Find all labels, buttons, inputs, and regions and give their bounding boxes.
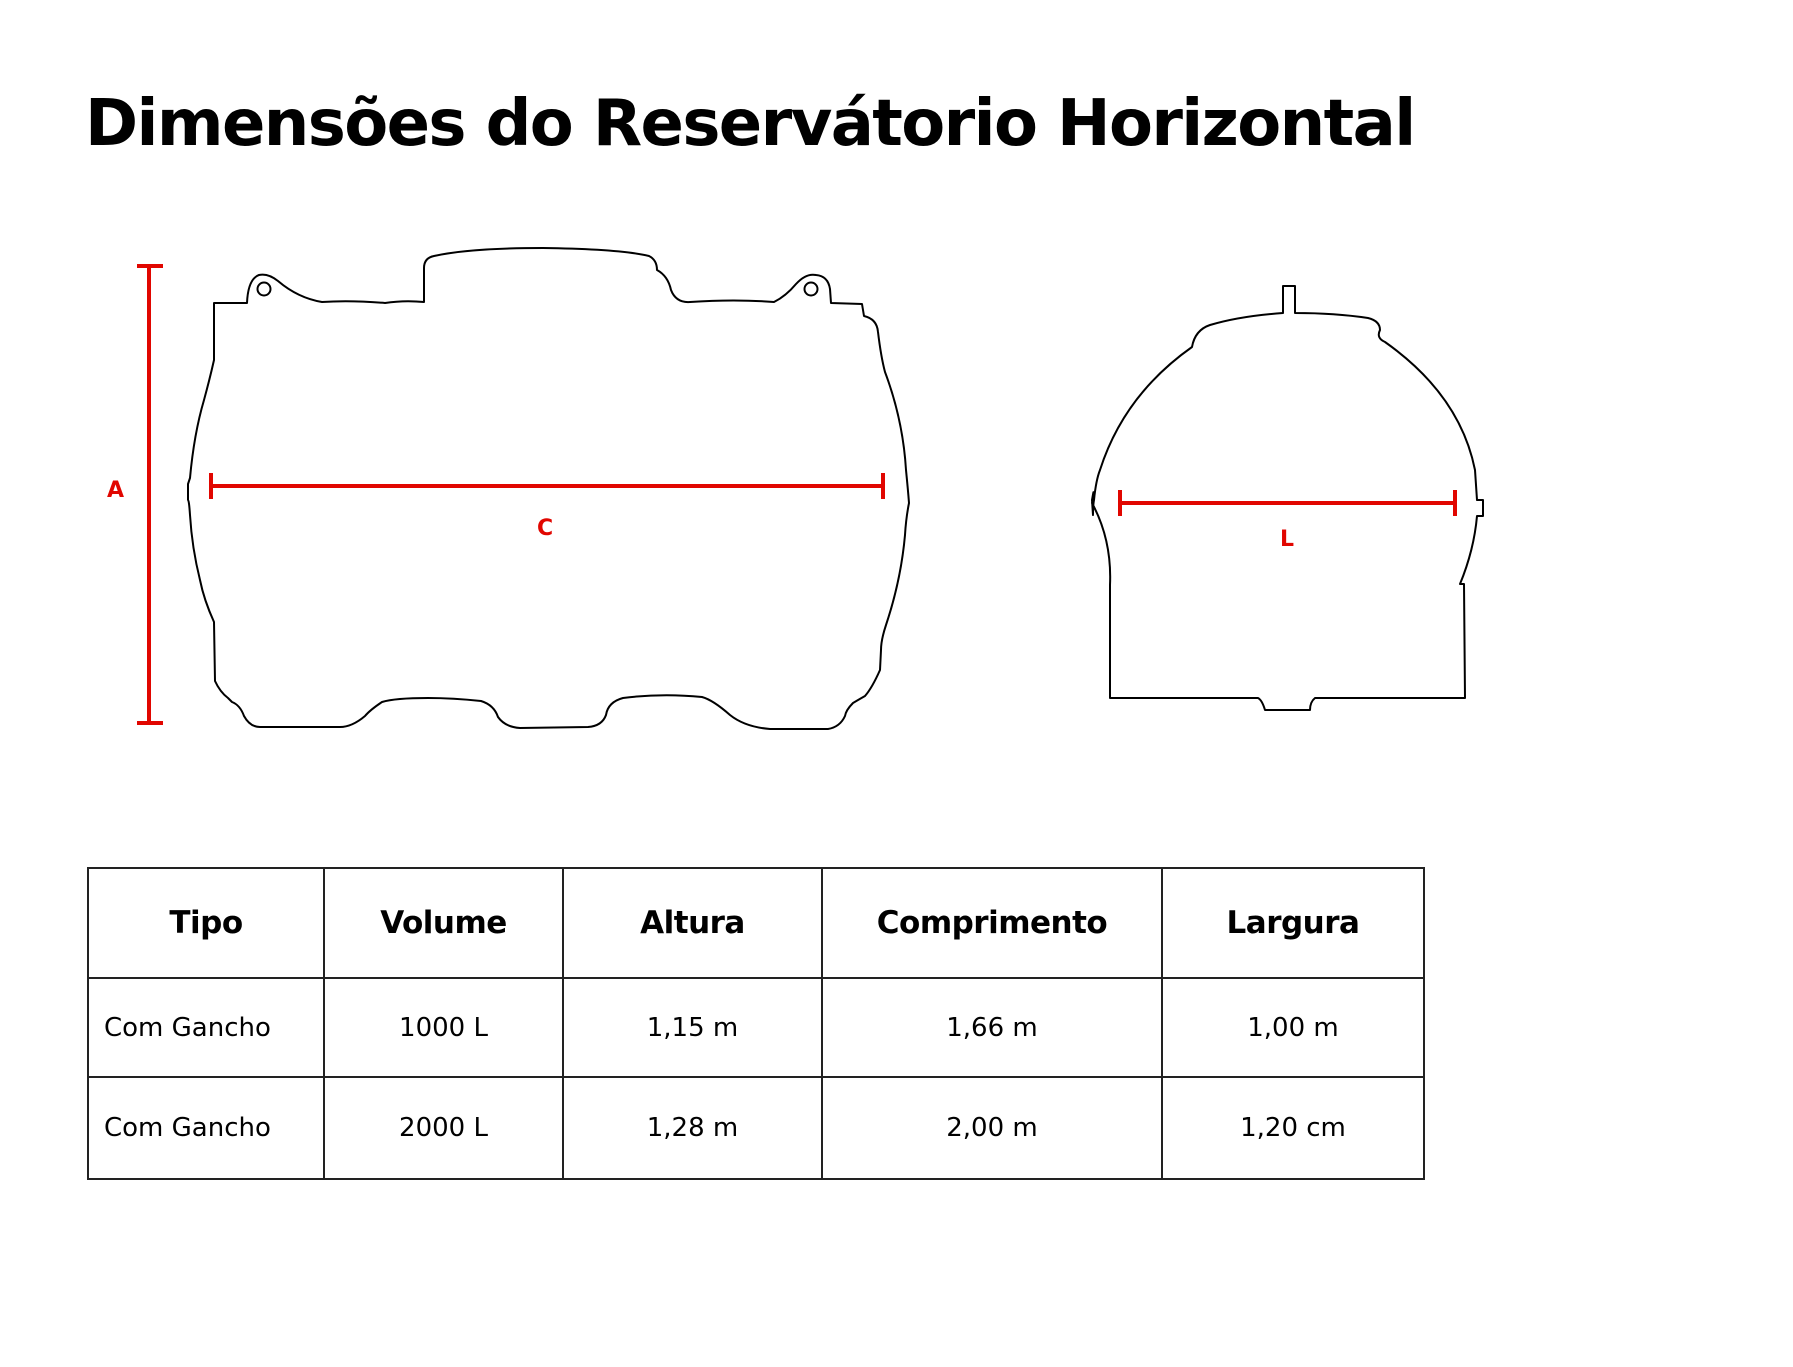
- cell-tipo: Com Gancho: [88, 1077, 324, 1179]
- width-label: L: [1280, 527, 1295, 552]
- header-comprimento: Comprimento: [822, 868, 1162, 978]
- table-row: [88, 978, 1424, 1077]
- page-title: Dimensões do Reservátorio Horizontal: [85, 87, 1415, 161]
- tank-front-outline: [1092, 286, 1483, 710]
- cell-altura: 1,28 m: [563, 1077, 822, 1179]
- cell-comprimento: 2,00 m: [822, 1077, 1162, 1179]
- height-label: A: [107, 478, 125, 503]
- cell-largura: 1,00 m: [1162, 978, 1424, 1077]
- dimensions-table: [87, 867, 1425, 1180]
- tank-side-view: [188, 248, 909, 729]
- cell-volume: 1000 L: [324, 978, 563, 1077]
- header-altura: Altura: [563, 868, 822, 978]
- tank-front-view: [1092, 286, 1483, 710]
- hook-hole-left: [258, 283, 271, 296]
- header-volume: Volume: [324, 868, 563, 978]
- cell-comprimento: 1,66 m: [822, 978, 1162, 1077]
- dimension-lines: [139, 266, 1455, 723]
- table-row: [88, 1077, 1424, 1179]
- cell-tipo: Com Gancho: [88, 978, 324, 1077]
- cell-largura: 1,20 cm: [1162, 1077, 1424, 1179]
- cell-altura: 1,15 m: [563, 978, 822, 1077]
- hook-hole-right: [805, 283, 818, 296]
- header-largura: Largura: [1162, 868, 1424, 978]
- length-label: C: [537, 516, 554, 541]
- table-header-row: [88, 868, 1424, 978]
- cell-volume: 2000 L: [324, 1077, 563, 1179]
- header-tipo: Tipo: [88, 868, 324, 978]
- tank-side-outline: [188, 248, 909, 729]
